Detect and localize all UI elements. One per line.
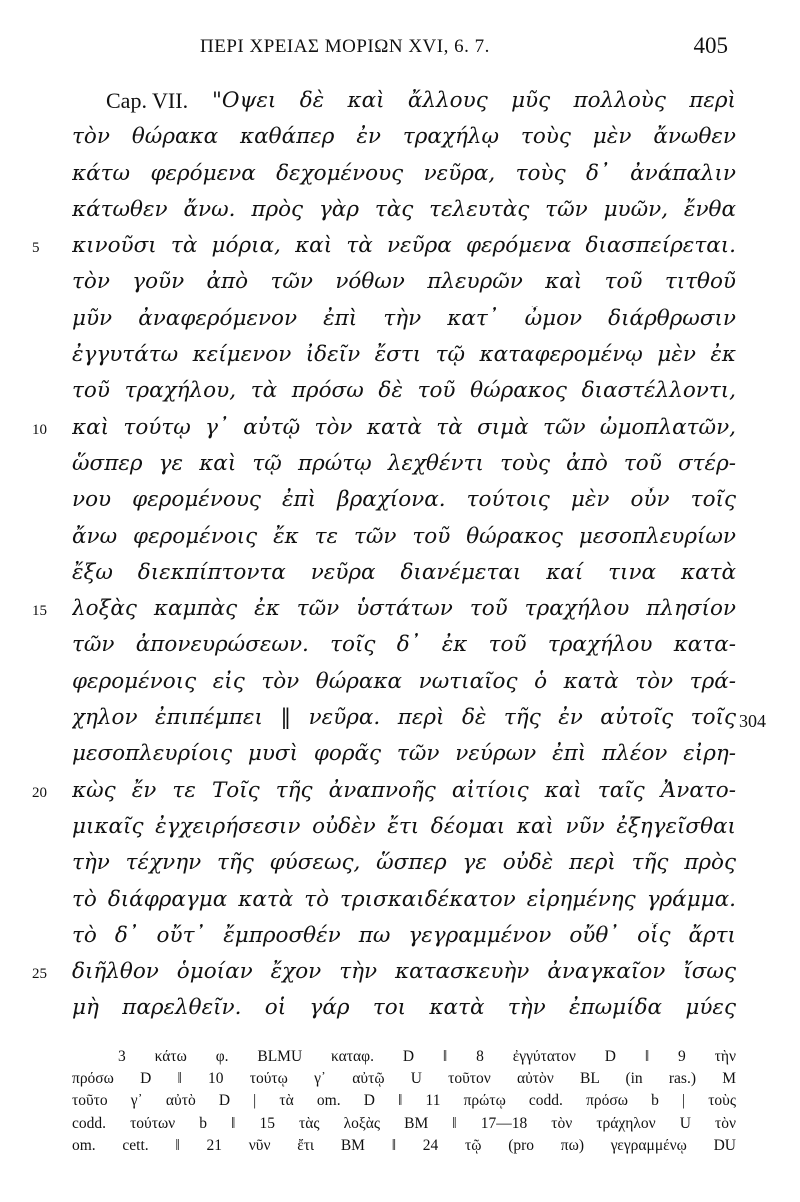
line-text: κινοῦσι τὰ μόρια, καὶ τὰ νεῦρα φερόμενα διασπείρεται. <box>72 233 736 259</box>
line-text: τὸν θώρακα καθάπερ ἐν τραχήλῳ τοὺς μὲν ἄνωθεν <box>72 124 736 150</box>
text-line <box>0 776 800 812</box>
line-number: 25 <box>32 966 47 983</box>
margin-page-ref: 304 <box>739 711 766 732</box>
running-head: ΠΕΡΙ ΧΡΕΙΑΣ ΜΟΡΙΩΝ XVI, 6. 7. <box>200 36 490 57</box>
main-text <box>0 86 800 1030</box>
text-line <box>0 304 800 340</box>
line-text: τὸν γοῦν ἀπὸ τῶν νόθων πλευρῶν καὶ τοῦ τιτθοῦ <box>72 269 736 295</box>
line-text: κάτω φερόμενα δεχομένους νεῦρα, τοὺς δ᾽ ἀνάπαλιν <box>72 160 736 186</box>
line-text: κὼς ἔν τε Τοῖς τῆς ἀναπνοῆς αἰτίοις καὶ ταῖς Ἀνατο- <box>72 777 736 803</box>
line-text: μικαῖς ἐγχειρήσεσιν οὐδὲν ἔτι δέομαι καὶ νῦν ἐξηγεῖσθαι <box>72 813 736 839</box>
apparatus-text: codd. τούτων b ‖ 15 τὰς λοξὰς BM ‖ 17—18 τὸν τράχηλον U τὸν <box>72 1114 736 1132</box>
page-number: 405 <box>693 33 728 58</box>
text-line <box>0 594 800 630</box>
line-number: 5 <box>32 240 40 257</box>
text-line <box>0 86 800 122</box>
line-text: "Οψει δὲ καὶ ἄλλους μῦς πολλοὺς περὶ <box>212 88 736 113</box>
line-text: ἄνω φερομένοις ἔκ τε τῶν τοῦ θώρακος μεσοπλευρίων <box>72 523 736 549</box>
line-text: λοξὰς καμπὰς ἐκ τῶν ὑστάτων τοῦ τραχήλου πλησίον <box>72 596 736 622</box>
apparatus-text: τοῦτο γ᾽ αὐτὸ D | τὰ om. D ‖ 11 πρώτῳ codd. πρόσω b | τοὺς <box>72 1092 736 1110</box>
line-number: 15 <box>32 603 47 620</box>
apparatus-line <box>0 1115 800 1137</box>
chapter-label: Cap. VII. <box>106 88 189 113</box>
apparatus-line <box>0 1092 800 1114</box>
text-line <box>0 449 800 485</box>
line-text: νου φερομένους ἐπὶ βραχίονα. τούτοις μὲν οὖν τοῖς <box>72 487 736 513</box>
line-text: τοῦ τραχήλου, τὰ πρόσω δὲ τοῦ θώρακος διαστέλλοντι, <box>72 378 736 404</box>
text-line <box>0 703 800 739</box>
line-text: τὸ διάφραγμα κατὰ τὸ τρισκαιδέκατον εἰρημένης γράμμα. <box>72 886 736 912</box>
line-text: κάτωθεν ἄνω. πρὸς γὰρ τὰς τελευτὰς τῶν μυῶν, ἔνθα <box>72 196 736 222</box>
text-line <box>0 485 800 521</box>
apparatus-line <box>0 1137 800 1159</box>
line-text: ἐγγυτάτω κείμενον ἰδεῖν ἔστι τῷ καταφερομένῳ μὲν ἐκ <box>72 342 736 368</box>
line-text: ἔξω διεκπίπτοντα νεῦρα διανέμεται καί τινα κατὰ <box>72 559 736 585</box>
text-line <box>0 667 800 703</box>
apparatus-text: πρόσω D ‖ 10 τούτῳ γ᾽ αὐτῷ U τοῦτον αὐτὸν BL (in ras.) M <box>72 1070 736 1088</box>
line-text: καὶ τούτῳ γ᾽ αὐτῷ τὸν κατὰ τὰ σιμὰ τῶν ὠμοπλατῶν, <box>72 414 736 440</box>
text-line <box>0 957 800 993</box>
line-text: τὴν τέχνην τῆς φύσεως, ὥσπερ γε οὐδὲ περὶ τῆς πρὸς <box>72 850 736 876</box>
apparatus-text: 3 κάτω φ. BLMU καταφ. D ‖ 8 ἐγγύτατον D ‖ 9 τὴν <box>118 1048 736 1065</box>
text-line <box>0 558 800 594</box>
apparatus-line <box>0 1048 800 1070</box>
text-line <box>0 739 800 775</box>
text-line <box>0 376 800 412</box>
critical-apparatus <box>0 1048 800 1159</box>
line-text: φερομένοις εἰς τὸν θώρακα νωτιαῖος ὁ κατὰ τὸν τρά- <box>72 668 736 694</box>
line-number: 10 <box>32 421 47 438</box>
line-text: διῆλθον ὁμοίαν ἔχον τὴν κατασκευὴν ἀναγκαῖον ἴσως <box>72 959 736 985</box>
line-text: μῦν ἀναφερόμενον ἐπὶ τὴν κατ᾽ ὦμον διάρθρωσιν <box>72 305 736 331</box>
apparatus-text: om. cett. ‖ 21 νῦν ἔτι BM ‖ 24 τῷ (pro πω) γεγραμμένῳ DU <box>72 1136 736 1154</box>
text-line <box>0 413 800 449</box>
line-text: μὴ παρελθεῖν. οἱ γάρ τοι κατὰ τὴν ἐπωμίδα μύες <box>72 995 736 1021</box>
line-text: τῶν ἀπονευρώσεων. τοῖς δ᾽ ἐκ τοῦ τραχήλου κατα- <box>72 632 736 658</box>
line-text: μεσοπλευρίοις μυσὶ φορᾶς τῶν νεύρων ἐπὶ πλέον εἰρη- <box>72 741 736 767</box>
text-line <box>0 159 800 195</box>
text-line <box>0 885 800 921</box>
line-number: 20 <box>32 784 47 801</box>
text-line <box>0 812 800 848</box>
text-line <box>0 848 800 884</box>
line-text: τὸ δ᾽ οὔτ᾽ ἔμπροσθέν πω γεγραμμένον οὔθ᾽ οἷς ἄρτι <box>72 922 736 948</box>
apparatus-line <box>0 1070 800 1092</box>
text-line <box>0 993 800 1029</box>
text-line <box>0 522 800 558</box>
text-line <box>0 630 800 666</box>
text-line <box>0 195 800 231</box>
line-text: ὥσπερ γε καὶ τῷ πρώτῳ λεχθέντι τοὺς ἀπὸ τοῦ στέρ- <box>72 450 736 476</box>
text-line <box>0 231 800 267</box>
line-text: χηλον ἐπιπέμπει ‖ νεῦρα. περὶ δὲ τῆς ἐν αὐτοῖς τοῖς <box>72 705 736 731</box>
text-line <box>0 122 800 158</box>
text-line <box>0 340 800 376</box>
text-line <box>0 267 800 303</box>
text-line <box>0 921 800 957</box>
